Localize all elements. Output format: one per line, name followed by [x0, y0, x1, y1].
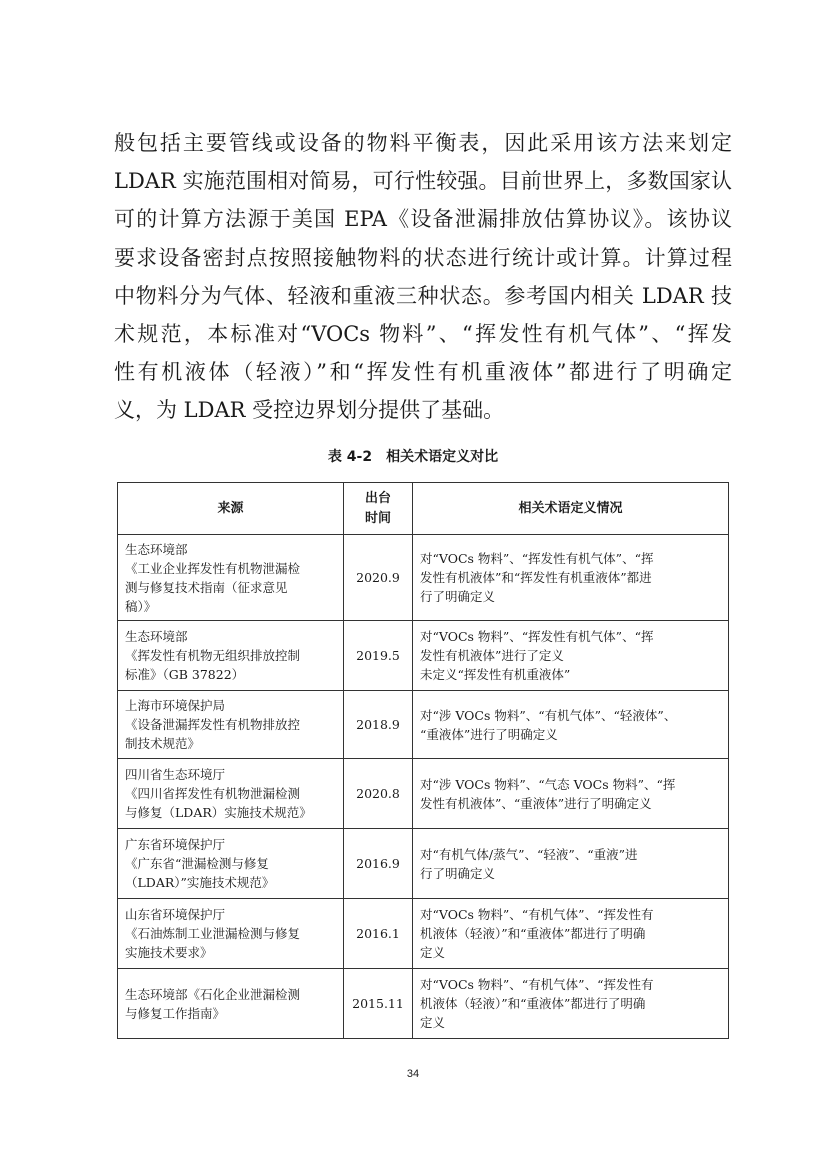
definition-cell: [413, 969, 729, 1039]
source-line: 生态环境部: [125, 629, 188, 644]
source-line: 测与修复技术指南（征求意见: [125, 579, 288, 595]
source-line: 稿）》: [125, 598, 157, 614]
source-cell: [118, 691, 344, 759]
source-line: 生态环境部: [125, 541, 188, 557]
source-line: 生态环境部《石化企业泄漏检测: [125, 986, 301, 1002]
source-line: 上海市环境保护局: [125, 698, 226, 713]
definition-cell: [413, 535, 729, 621]
header-time-line: 出台: [364, 490, 391, 506]
definition-line: 行了明确定义: [420, 865, 496, 881]
source-line: 《石油炼制工业泄漏检测与修复: [125, 926, 301, 941]
paragraph-line: LDAR 实施范围相对简易，可行性较强。目前世界上，多数国家认: [114, 169, 732, 194]
paragraph-line: 术规范，本标准对“VOCs 物料”、“挥发性有机气体”、“挥发: [114, 322, 732, 347]
definition-cell: [413, 829, 729, 899]
definition-cell: [413, 759, 729, 829]
definition-cell: [413, 621, 729, 691]
definition-cell: [413, 691, 729, 759]
definition-line: “重液体”进行了明确定义: [420, 726, 558, 742]
source-line: 与修复工作指南》: [125, 1005, 226, 1021]
source-line: 山东省环境保护厅: [125, 907, 226, 922]
body-paragraph: [114, 124, 732, 430]
header-time-line: 时间: [364, 510, 391, 526]
year-cell: 2018.9: [344, 691, 413, 759]
table-body: [118, 535, 729, 1039]
year-cell: 2019.5: [344, 621, 413, 691]
source-line: （LDAR）”实施技术规范》: [125, 875, 275, 890]
source-cell: [118, 899, 344, 969]
header-definition: 相关术语定义情况: [413, 483, 729, 535]
table-row: [118, 759, 729, 829]
paragraph-line: 义，为 LDAR 受控边界划分提供了基础。: [114, 398, 505, 423]
table-row: [118, 621, 729, 691]
year-cell: 2020.8: [344, 759, 413, 829]
header-time: [344, 483, 413, 535]
definition-line: 机液体（轻液）”和“重液体”都进行了明确: [420, 926, 646, 941]
source-cell: [118, 829, 344, 899]
source-line: 《广东省“泄漏检测与修复: [125, 856, 269, 871]
source-cell: [118, 759, 344, 829]
definition-line: 对“VOCs 物料”、“挥发性有机气体”、“挥: [420, 629, 654, 644]
year-cell: 2015.11: [344, 969, 413, 1039]
definition-line: 未定义“挥发性有机重液体”: [420, 667, 571, 682]
source-line: 四川省生态环境厅: [125, 767, 226, 782]
source-line: 广东省环境保护厅: [125, 837, 226, 852]
source-line: 《四川省挥发性有机物泄漏检测: [125, 786, 301, 801]
table-row: [118, 829, 729, 899]
definition-line: 对“VOCs 物料”、“有机气体”、“挥发性有: [420, 977, 654, 992]
table-row: [118, 969, 729, 1039]
definition-line: 对“VOCs 物料”、“挥发性有机气体”、“挥: [420, 551, 654, 566]
definition-line: 对“涉 VOCs 物料”、“气态 VOCs 物料”、“挥: [420, 776, 676, 792]
terms-comparison-table: [117, 482, 729, 1039]
source-cell: [118, 969, 344, 1039]
paragraph-line: 可的计算方法源于美国 EPA《设备泄漏排放估算协议》。该协议: [114, 207, 732, 232]
year-cell: 2016.9: [344, 829, 413, 899]
source-line: 与修复（LDAR）实施技术规范》: [125, 805, 312, 820]
definition-line: 定义: [420, 945, 446, 960]
source-line: 《挥发性有机物无组织排放控制: [125, 648, 301, 663]
source-line: 《设备泄漏挥发性有机物排放控: [125, 717, 301, 732]
table-row: [118, 535, 729, 621]
definition-line: 对“VOCs 物料”、“有机气体”、“挥发性有: [420, 907, 654, 922]
definition-line: 定义: [420, 1015, 446, 1030]
definition-line: 机液体（轻液）”和“重液体”都进行了明确: [420, 996, 646, 1011]
year-cell: 2016.1: [344, 899, 413, 969]
definition-line: 行了明确定义: [420, 589, 496, 604]
year-cell: 2020.9: [344, 535, 413, 621]
table-header-row: [118, 483, 729, 535]
paragraph-line: 般包括主要管线或设备的物料平衡表，因此采用该方法来划定: [114, 131, 732, 155]
paragraph-line: 中物料分为气体、轻液和重液三种状态。参考国内相关 LDAR 技: [114, 283, 732, 308]
header-source: 来源: [118, 483, 344, 535]
table-row: [118, 691, 729, 759]
table-row: [118, 899, 729, 969]
table-caption: 表 4-2 相关术语定义对比: [327, 449, 499, 465]
definition-line: 对“涉 VOCs 物料”、“有机气体”、“轻液体”、: [420, 707, 677, 723]
source-line: 实施技术要求》: [125, 945, 213, 960]
definition-cell: [413, 899, 729, 969]
paragraph-line: 性有机液体（轻液）”和“挥发性有机重液体”都进行了明确定: [114, 360, 732, 385]
source-line: 制技术规范》: [125, 736, 201, 751]
source-cell: [118, 621, 344, 691]
page-number: 34: [406, 1068, 420, 1080]
source-cell: [118, 535, 344, 621]
definition-line: 发性有机液体”、“重液体”进行了明确定义: [420, 795, 652, 811]
definition-line: 对“有机气体/蒸气”、“轻液”、“重液”进: [420, 846, 638, 862]
source-line: 标准》（GB 37822）: [125, 667, 245, 682]
paragraph-line: 要求设备密封点按照接触物料的状态进行统计或计算。计算过程: [114, 245, 732, 270]
definition-line: 发性有机液体”和“挥发性有机重液体”都进: [420, 570, 652, 585]
definition-line: 发性有机液体”进行了定义: [420, 648, 564, 663]
source-line: 《工业企业挥发性有机物泄漏检: [125, 560, 301, 576]
